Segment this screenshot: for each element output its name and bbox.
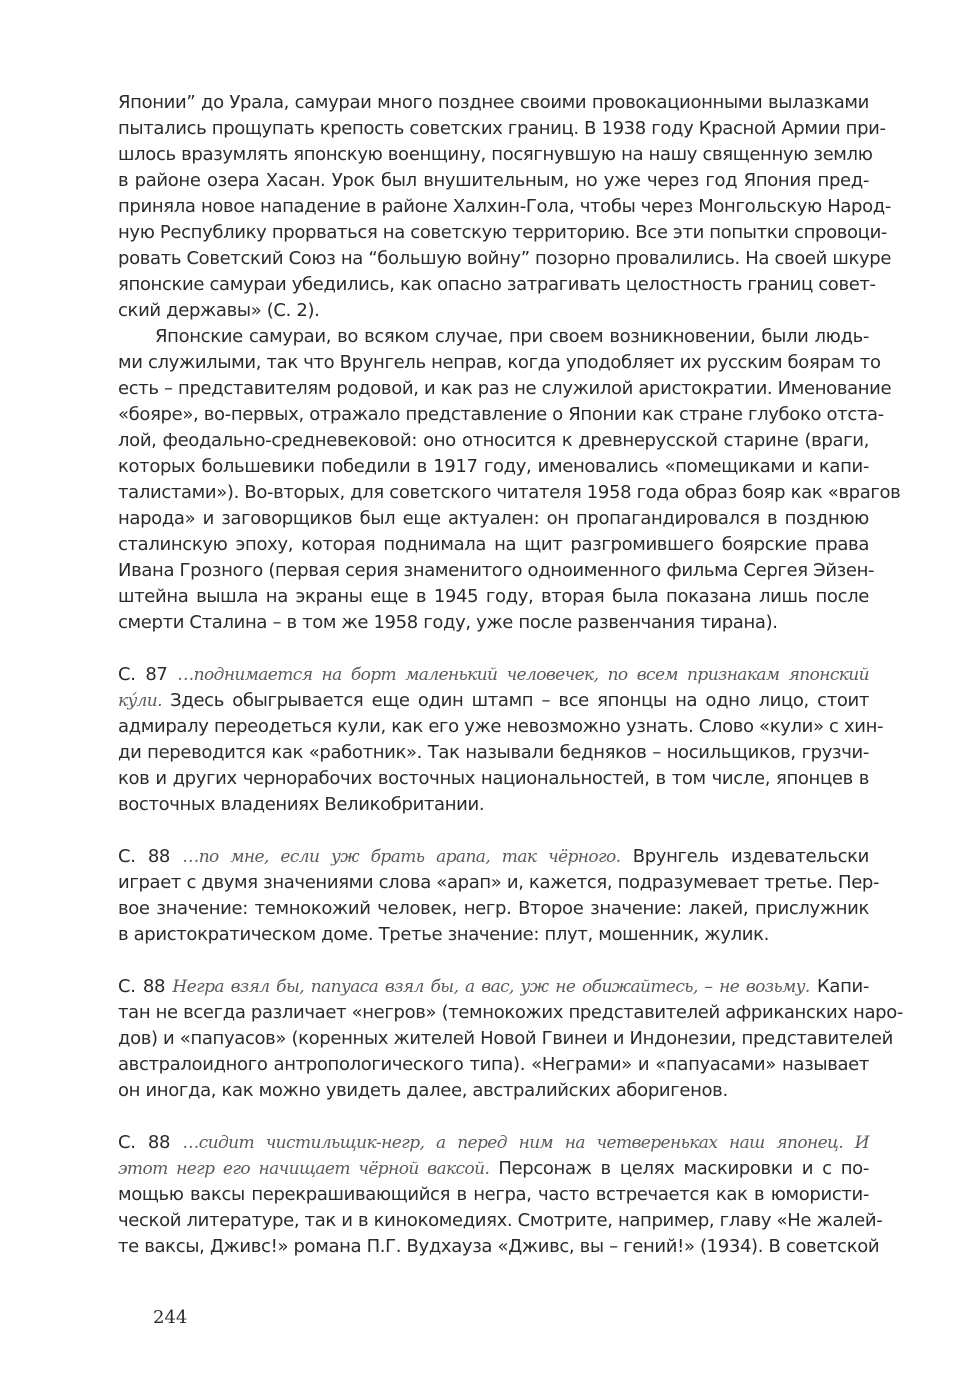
note-quote: …поднимается на борт маленький человечек, по всем признакам японский	[177, 665, 869, 685]
text-line: которых большевики победили в 1917 году, именовались «помещиками и капи-	[118, 456, 869, 477]
text-line: тан не всегда различает «негров» (темнокожих представителей африканских наро-	[118, 1002, 904, 1023]
page-body	[118, 90, 904, 1260]
note-text: Капи-	[816, 976, 870, 997]
text-line: японские самураи убедились, как опасно затрагивать целостность границ совет-	[118, 274, 876, 295]
paragraph-continued	[118, 90, 892, 324]
note-quote: этот негр его начищает чёрной ваксой.	[118, 1159, 490, 1179]
note-first-line	[118, 974, 869, 1000]
text-line: народа» и заговорщиков был еще актуален: он пропагандировался в позднюю	[118, 508, 869, 529]
text-line: восточных владениях Великобритании.	[118, 794, 485, 815]
text-line: мощью ваксы перекрашивающийся в негра, часто встречается как в юмористи-	[118, 1184, 869, 1205]
text-line: в аристократическом доме. Третье значение: плут, мошенник, жулик.	[118, 924, 769, 945]
text-line: ную Республику прорваться на советскую территорию. Все эти попытки спровоци-	[118, 222, 888, 243]
text-line: в районе озера Хасан. Урок был внушительным, но уже через год Япония пред-	[118, 170, 869, 191]
spacer	[118, 1104, 869, 1130]
note-label: С. 88	[118, 1132, 171, 1153]
spacer	[118, 636, 869, 662]
note-quote: Негра взял бы, папуаса взял бы, а вас, уж не обижайтесь, – не возьму.	[172, 977, 810, 997]
text-line: дов) и «папуасов» (коренных жителей Новой Гвинеи и Индонезии, представителей	[118, 1028, 893, 1049]
text-line: лой, феодально-средневековой: оно относится к древнерусской старине (враги,	[118, 430, 869, 451]
note-first-line	[118, 844, 869, 870]
text-line: шлось вразумлять японскую военщину, посягнувшую на нашу священную землю	[118, 144, 873, 165]
note-quote: …сидит чистильщик-негр, а перед ним на четвереньках наш японец. И	[182, 1133, 870, 1153]
text-line: Японские самураи, во всяком случае, при своем возникновении, были людь-	[155, 326, 869, 347]
text-line: штейна вышла на экраны еще в 1945 году, вторая была показана лишь после	[118, 586, 869, 607]
note-second-line	[118, 688, 869, 714]
note-c87	[118, 662, 884, 818]
text-line: ди переводится как «работник». Так называли бедняков – носильщиков, грузчи-	[118, 742, 869, 763]
text-line: есть – представителям родовой, и как раз не служилой аристократии. Именование	[118, 378, 892, 399]
note-c88-arap	[118, 844, 880, 948]
text-line: ми служилыми, так что Врунгель неправ, когда уподобляет их русским боярам то	[118, 352, 881, 373]
text-line: сталинскую эпоху, которая поднимала на щит разгромившего боярские права	[118, 534, 869, 555]
text-line: ков и других чернорабочих восточных национальностей, в том числе, японцев в	[118, 768, 869, 789]
note-label: С. 88	[118, 976, 166, 997]
text-line: ский державы» (С. 2).	[118, 300, 320, 321]
text-line: пытались прощупать крепость советских границ. В 1938 году Красной Армии при-	[118, 118, 886, 139]
text-line: адмиралу переодеться кули, как его уже невозможно узнать. Слово «кули» с хин-	[118, 716, 884, 737]
text-line: приняла новое нападение в районе Халхин-Гола, чтобы через Монгольскую Народ-	[118, 196, 892, 217]
text-line: ровать Советский Союз на “большую войну” позорно провалились. На своей шкуре	[118, 248, 892, 269]
text-line: смерти Сталина – в том же 1958 году, уже после развенчания тирана).	[118, 612, 778, 633]
text-line: вое значение: темнокожий человек, негр. Второе значение: лакей, прислужник	[118, 898, 869, 919]
text-line: талистами»). Во-вторых, для советского читателя 1958 года образ бояр как «врагов	[118, 482, 901, 503]
spacer	[118, 948, 869, 974]
paragraph-samurai	[118, 324, 901, 636]
note-first-line	[118, 1130, 869, 1156]
text-line: ческой литературе, так и в кинокомедиях. Смотрите, например, главу «Не жалей-	[118, 1210, 883, 1231]
text-line: играет с двумя значениями слова «арап» и, кажется, подразумевает третье. Пер-	[118, 872, 880, 893]
text-line: «бояре», во-первых, отражало представление о Японии как стране глубоко отста-	[118, 404, 884, 425]
note-first-line	[118, 662, 869, 688]
note-quote: кýли.	[118, 691, 162, 711]
note-quote: …по мне, если уж брать арапа, так чёрного.	[182, 847, 621, 867]
text-line: те ваксы, Дживс!» романа П.Г. Вудхауза «Дживс, вы – гений!» (1934). В советской	[118, 1236, 880, 1257]
note-label: С. 87	[118, 664, 168, 685]
text-line: австралоидного антропологического типа). «Неграми» и «папуасами» называет	[118, 1054, 869, 1075]
note-text: Здесь обыгрывается еще один штамп – все японцы на одно лицо, стоит	[170, 690, 869, 711]
note-c88-papuas	[118, 974, 904, 1104]
note-second-line	[118, 1156, 869, 1182]
note-text: Персонаж в целях маскировки и с по-	[498, 1158, 869, 1179]
spacer	[118, 818, 869, 844]
text-line: Японии” до Урала, самураи много позднее своими провокационными вылазками	[118, 92, 869, 113]
note-text: Врунгель издевательски	[632, 846, 870, 867]
page-number: 244	[153, 1307, 188, 1328]
note-label: С. 88	[118, 846, 171, 867]
text-line: он иногда, как можно увидеть далее, австралийских аборигенов.	[118, 1080, 728, 1101]
note-c88-vaksa	[118, 1130, 883, 1260]
text-line: Ивана Грозного (первая серия знаменитого одноименного фильма Сергея Эйзен-	[118, 560, 875, 581]
